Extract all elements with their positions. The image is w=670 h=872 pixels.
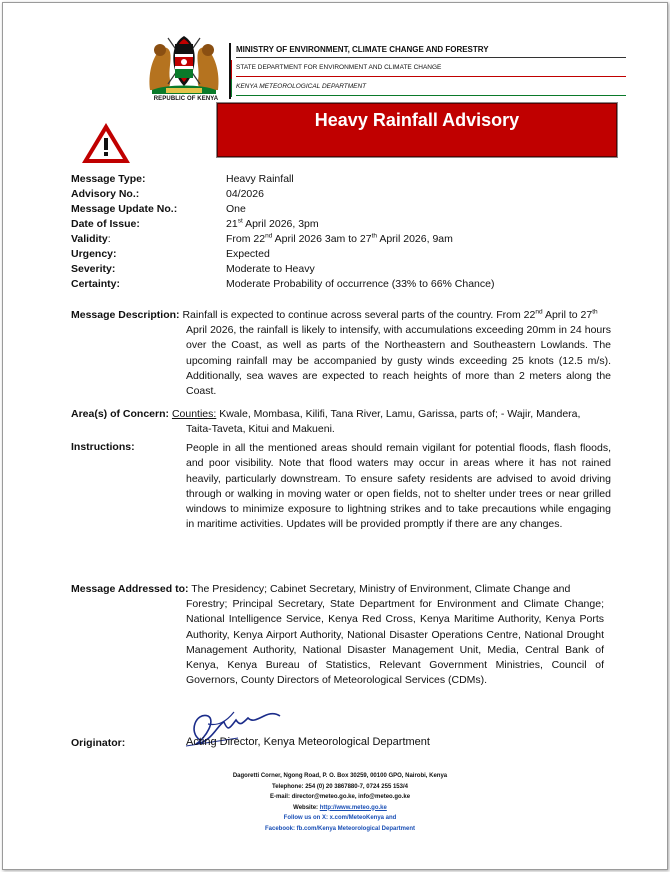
severity-value: Moderate to Heavy	[226, 263, 315, 275]
header-divider-red	[231, 60, 232, 79]
footer-facebook[interactable]: Facebook: fb.com/Kenya Meteorological Department	[264, 825, 416, 832]
certainty-value: Moderate Probability of occurrence (33% to 66% Chance)	[226, 278, 495, 290]
header-separator-green	[236, 95, 626, 96]
crest-caption: REPUBLIC OF KENYA	[153, 96, 219, 102]
areas-text-first: Kwale, Mombasa, Kilifi, Tana River, Lamu, Garissa, parts of; - Wajir, Mandera,	[219, 408, 581, 420]
update-no-value: One	[226, 203, 246, 215]
footer-follow-x[interactable]: Follow us on X: x.com/MeteoKenya and	[283, 815, 397, 821]
header-separator	[236, 57, 626, 58]
severity-label: Severity:	[71, 263, 116, 275]
advisory-title-banner	[217, 103, 617, 157]
addressed-text-first: The Presidency; Cabinet Secretary, Ministry of Environment, Climate Change and	[191, 583, 571, 595]
originator-label: Originator:	[71, 737, 126, 749]
validity-value: From 22nd April 2026 3am to 27th April 2026, 9am	[226, 232, 453, 245]
urgency-value: Expected	[226, 248, 270, 260]
message-description-text: Rainfall is expected to continue across several parts of the country. From 22nd April to 27th	[182, 308, 598, 321]
message-description-label: Message Description:	[71, 309, 180, 321]
date-of-issue-label: Date of Issue:	[71, 218, 140, 230]
areas-text-rest: Taita-Taveta, Kitui and Makueni.	[186, 423, 335, 435]
footer-telephone: Telephone: 254 (0) 20 3867880-7, 0724 255 153/4	[272, 783, 408, 790]
website-link[interactable]: http://www.meteo.go.ke	[319, 804, 387, 811]
instructions-label: Instructions:	[71, 441, 135, 453]
footer-email: E-mail: director@meteo.go.ke, info@meteo.go.ke	[269, 794, 411, 800]
date-of-issue-value: 21st April 2026, 3pm	[226, 217, 319, 230]
header-divider-green	[231, 79, 232, 97]
certainty-label: Certainty:	[71, 278, 121, 290]
areas-of-concern	[71, 407, 611, 422]
message-description-body: April 2026, the rainfall is likely to intensify, with accumulations exceeding 20mm in 24 hours over the Coast, as well as parts of the Northeastern and Southeastern Lowlands. The upcoming rainfall may be accompanied by gusty winds exceeding 25 knots (12.5 m/s). Additionally, sea waves are expected to reach heights of more than 2 meters along the Coast.	[186, 324, 611, 398]
state-department-name: STATE DEPARTMENT FOR ENVIRONMENT AND CLIMATE CHANGE	[236, 64, 442, 71]
footer-address: Dagoretti Corner, Ngong Road, P. O. Box 30259, 00100 GPO, Nairobi, Kenya	[232, 773, 448, 779]
message-type-value: Heavy Rainfall	[226, 173, 294, 185]
advisory-no-label: Advisory No.:	[71, 188, 140, 200]
counties-label: Counties:	[171, 408, 217, 420]
update-no-label: Message Update No.:	[71, 203, 178, 215]
message-addressed-to	[71, 582, 604, 597]
addressed-text-rest: Forestry; Principal Secretary, State Department for Environment and Climate Change; National Intelligence Service, Kenya Red Cross, Kenya Maritime Authority, Kenya Ports Authority, Kenya Airport Authority, National Disaster Operations Centre, National Drought Management Authority, National Disaster Management Unit, Media, Central Bank of Kenya, Kenya Bureau of Statistics, Relevant Government Ministries, Council of Governors, County Directors of Meteorological Services (CDMs).	[186, 598, 604, 687]
footer-website-line	[160, 803, 520, 814]
areas-label: Area(s) of Concern:	[71, 408, 170, 420]
header-separator-red	[236, 76, 626, 77]
advisory-title: Heavy Rainfall Advisory	[314, 110, 520, 130]
originator-value: Acting Director, Kenya Meteorological Department	[186, 736, 430, 748]
ministry-name: MINISTRY OF ENVIRONMENT, CLIMATE CHANGE AND FORESTRY	[236, 45, 489, 54]
urgency-label: Urgency:	[71, 248, 117, 260]
instructions-text: People in all the mentioned areas should remain vigilant for potential floods, flash floods, and poor visibility. Note that flood waters may occur in areas where it has not rained heavily, particularly downstream. To ensure safety residents are advised to avoid driving through or walking in moving water or open fields, not to shelter under trees or near grilled windows to minimize exposure to lightning strikes and to take precautions while engaging in maritime activities. Updates will be provided promptly if there are any changes.	[186, 442, 611, 531]
website-label: Website:	[293, 804, 320, 811]
kenya-coat-of-arms-icon	[146, 30, 222, 96]
department-name: KENYA METEOROLOGICAL DEPARTMENT	[236, 83, 367, 90]
addressed-label: Message Addressed to:	[71, 583, 189, 595]
validity-label: Validity:	[71, 233, 111, 245]
footer-contacts	[160, 771, 520, 834]
warning-icon	[80, 121, 132, 165]
advisory-no-value: 04/2026	[226, 188, 264, 200]
message-type-label: Message Type:	[71, 173, 146, 185]
message-description	[71, 308, 611, 323]
